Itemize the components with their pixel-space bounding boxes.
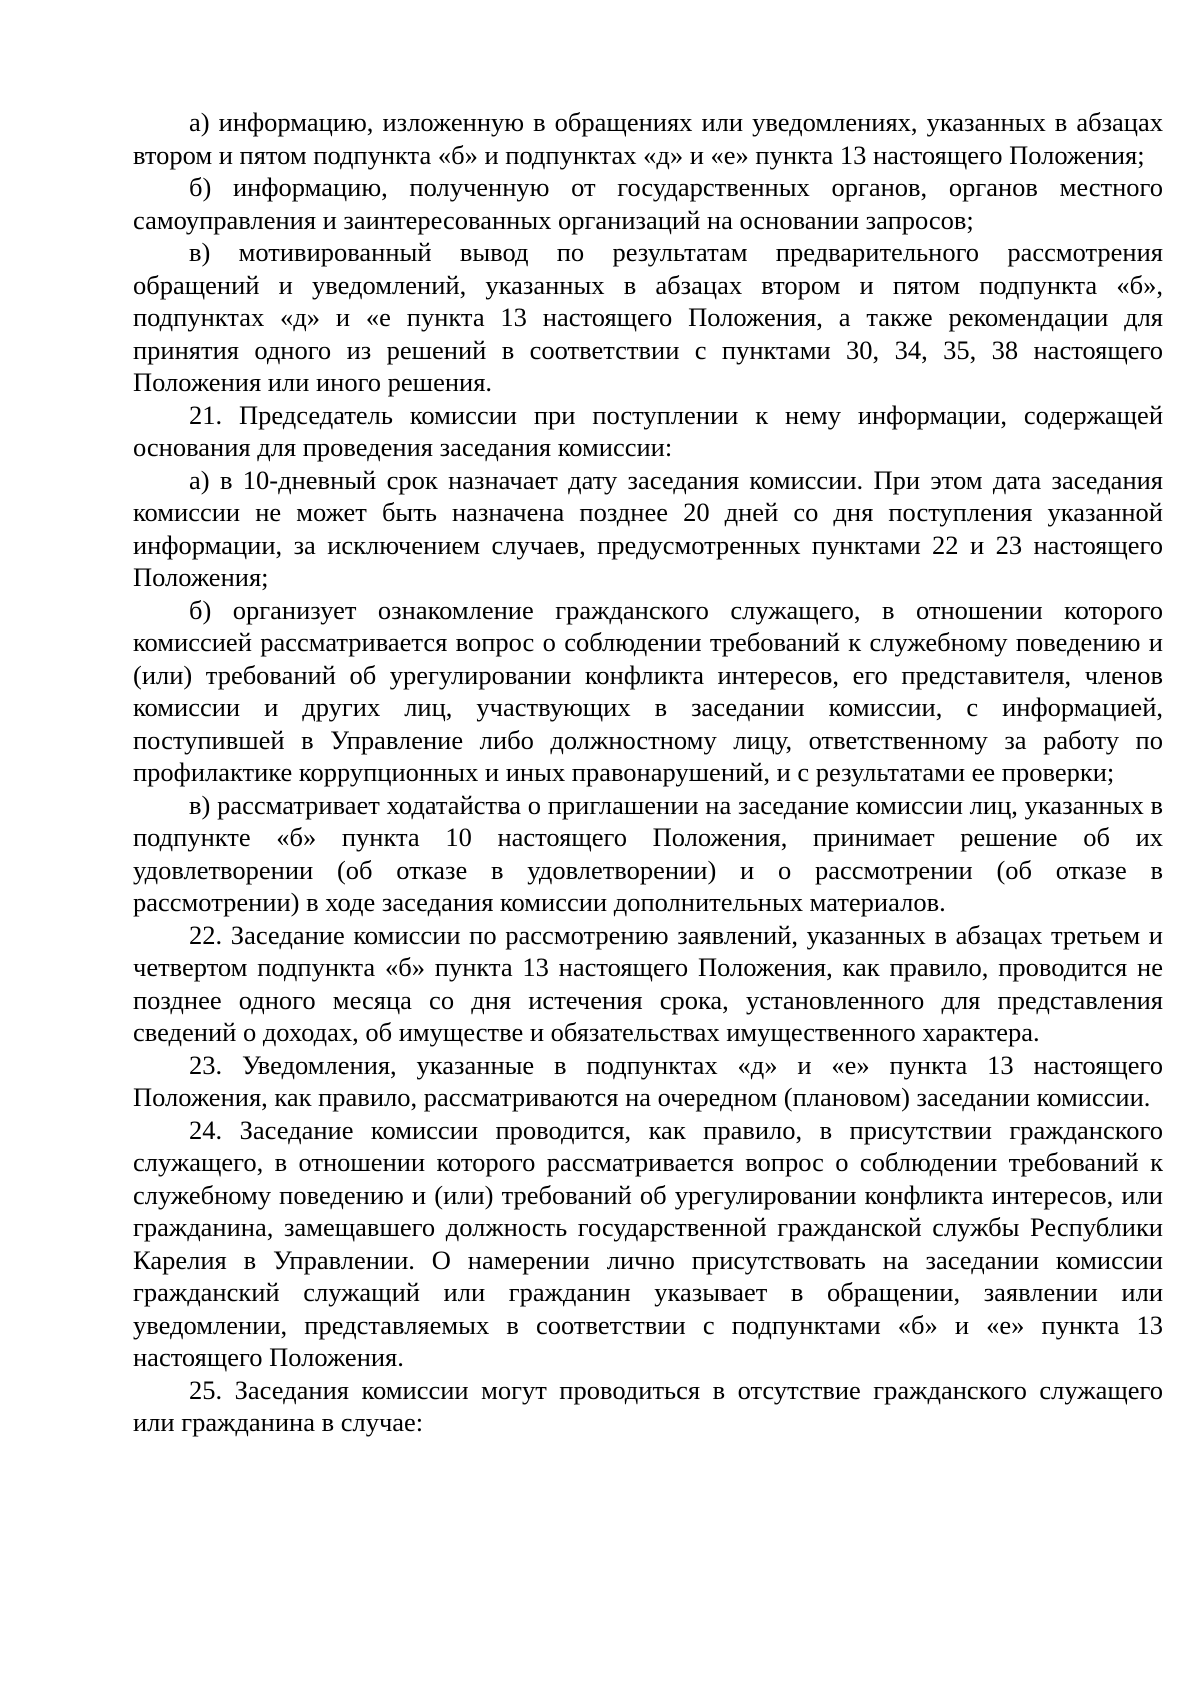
paragraph-item-21-v: в) рассматривает ходатайства о приглашении на заседание комиссии лиц, указанных в подпункте «б» пункта 10 настоящего Положения, принимает решение об их удовлетворении (об отказе в удовлетворении) и о рассмотрении (об отказе в рассмотрении) в ходе заседания комиссии дополнительных материалов. [133,789,1163,917]
paragraph-item-22: 22. Заседание комиссии по рассмотрению заявлений, указанных в абзацах третьем и четвертом подпункта «б» пункта 13 настоящего Положения, как правило, проводится не позднее одного месяца со дня истечения срока, установленного для представления сведений о доходах, об имуществе и обязательствах имущественного характера. [133,919,1163,1047]
paragraph-subitem-v-conclusion: в) мотивированный вывод по результатам предварительного рассмотрения обращений и уведомлений, указанных в абзацах втором и пятом подпункта «б», подпунктах «д» и «е пункта 13 настоящего Положения, а также рекомендации для принятия одного из решений в соответствии с пунктами 30, 34, 35, 38 настоящего Положения или иного решения. [133,237,1163,397]
paragraph-item-21-b: б) организует ознакомление гражданского служащего, в отношении которого комиссией рассматривается вопрос о соблюдении требований к служебному поведению и (или) требований об урегулировании конфликта интересов, его представителя, членов комиссии и других лиц, участвующих в заседании комиссии, с информацией, поступившей в Управление либо должностному лицу, ответственному за работу по профилактике коррупционных и иных правонарушений, и с результатами ее проверки; [133,594,1163,787]
paragraph-item-23: 23. Уведомления, указанные в подпунктах «д» и «е» пункта 13 настоящего Положения, как правило, рассматриваются на очередном (плановом) заседании комиссии. [133,1049,1163,1112]
paragraph-item-21-a: а) в 10-дневный срок назначает дату заседания комиссии. При этом дата заседания комиссии не может быть назначена позднее 20 дней со дня поступления указанной информации, за исключением случаев, предусмотренных пунктами 22 и 23 настоящего Положения; [133,464,1163,592]
paragraph-item-25: 25. Заседания комиссии могут проводиться в отсутствие гражданского служащего или гражданина в случае: [133,1374,1163,1437]
paragraph-item-24: 24. Заседание комиссии проводится, как правило, в присутствии гражданского служащего, в отношении которого рассматривается вопрос о соблюдении требований к служебному поведению и (или) требований об урегулировании конфликта интересов, или гражданина, замещавшего должность государственной гражданской службы Республики Карелия в Управлении. О намерении лично присутствовать на заседании комиссии гражданский служащий или гражданин указывает в обращении, заявлении или уведомлении, представляемых в соответствии с подпунктами «б» и «е» пункта 13 настоящего Положения. [133,1114,1163,1372]
paragraph-subitem-a-information: а) информацию, изложенную в обращениях или уведомлениях, указанных в абзацах втором и пятом подпункта «б» и подпунктах «д» и «е» пункта 13 настоящего Положения; [133,107,1163,170]
paragraph-item-21: 21. Председатель комиссии при поступлении к нему информации, содержащей основания для проведения заседания комиссии: [133,399,1163,462]
paragraph-subitem-b-information: б) информацию, полученную от государственных органов, органов местного самоуправления и заинтересованных организаций на основании запросов; [133,172,1163,235]
document-page [133,106,1163,1439]
